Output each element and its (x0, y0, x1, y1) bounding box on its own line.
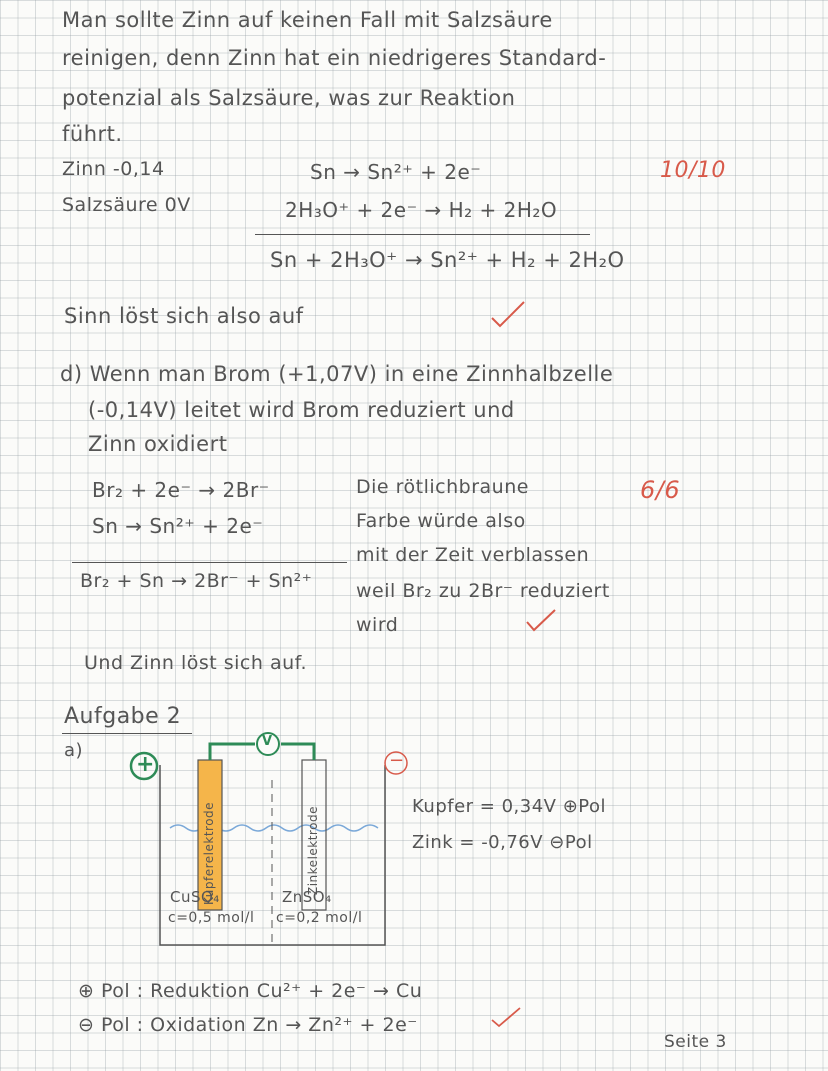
solution-left-name: CuSO₄ (170, 888, 220, 906)
color-text-5: wird (356, 614, 399, 636)
conclusion-2: Und Zinn löst sich auf. (84, 652, 307, 674)
solution-left-conc: c=0,5 mol/l (168, 910, 255, 926)
solution-right-name: ZnSO₄ (282, 888, 332, 906)
equation-sum-1: Sn + 2H₃O⁺ → Sn²⁺ + H₂ + 2H₂O (270, 248, 625, 272)
intro-line-1: Man sollte Zinn auf keinen Fall mit Salzsäure (62, 8, 553, 32)
minus-pole-icon: − (389, 750, 405, 771)
minus-pole-reaction: ⊖ Pol : Oxidation Zn → Zn²⁺ + 2e⁻ (78, 1014, 418, 1036)
color-text-2: Farbe würde also (356, 510, 526, 532)
part-d-line-2: (-0,14V) leitet wird Brom reduziert und (88, 398, 515, 422)
label-salzsaeure: Salzsäure 0V (62, 194, 191, 216)
part-d-line-1: d) Wenn man Brom (+1,07V) in eine Zinnhalbzelle (60, 362, 614, 386)
part-d-line-3: Zinn oxidiert (88, 432, 228, 456)
color-text-1: Die rötlichbraune (356, 476, 529, 498)
intro-line-2: reinigen, denn Zinn hat ein niedrigeres Standard- (62, 46, 607, 70)
electrode-left-label: Kupferelektrode (202, 801, 216, 905)
plus-pole-icon: + (136, 752, 155, 777)
color-text-3: mit der Zeit verblassen (356, 544, 590, 566)
color-text-4: weil Br₂ zu 2Br⁻ reduziert (356, 580, 610, 602)
score-2: 6/6 (640, 476, 681, 504)
equation-sum-2: Br₂ + Sn → 2Br⁻ + Sn²⁺ (80, 570, 313, 592)
equation-reduction-2: Br₂ + 2e⁻ → 2Br⁻ (92, 478, 270, 502)
check-mark-icon (490, 1004, 524, 1030)
score-1: 10/10 (660, 158, 726, 183)
aufgabe-title: Aufgabe 2 (64, 704, 182, 729)
intro-line-3: potenzial als Salzsäure, was zur Reaktion (62, 86, 516, 110)
intro-line-4: führt. (62, 122, 123, 146)
equation-oxidation-2: Sn → Sn²⁺ + 2e⁻ (92, 514, 264, 538)
label-zinn: Zinn -0,14 (62, 158, 165, 180)
equation-oxidation-1: Sn → Sn²⁺ + 2e⁻ (310, 160, 482, 184)
conclusion-1: Sinn löst sich also auf (64, 304, 304, 328)
solution-right-conc: c=0,2 mol/l (276, 910, 363, 926)
plus-pole-reaction: ⊕ Pol : Reduktion Cu²⁺ + 2e⁻ → Cu (78, 980, 423, 1002)
electrode-right-label: Zinkelektrode (306, 806, 320, 895)
equation-reduction-1: 2H₃O⁺ + 2e⁻ → H₂ + 2H₂O (285, 198, 558, 222)
part-a-label: a) (64, 740, 84, 761)
potential-kupfer: Kupfer = 0,34V ⊕Pol (412, 796, 606, 817)
potential-zink: Zink = -0,76V ⊖Pol (412, 832, 593, 853)
voltmeter-icon: V (262, 734, 273, 749)
page-number: Seite 3 (664, 1032, 727, 1052)
